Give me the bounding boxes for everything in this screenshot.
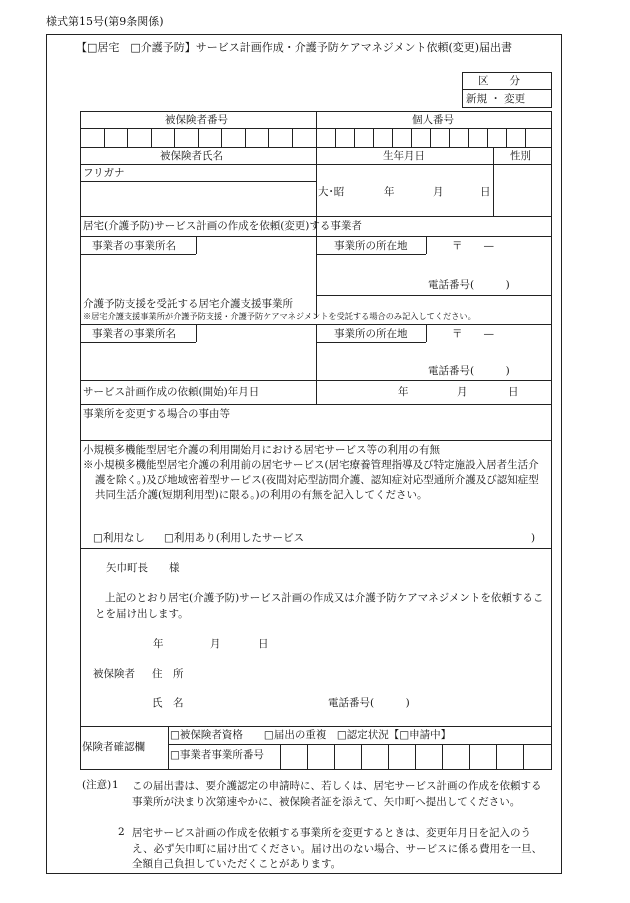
request-day-unit: 日 [508, 386, 519, 398]
small-multi-note: ※小規模多機能型居宅介護の利用前の居宅サービス(居宅療養管理指導及び特定施設入居者生活介護を除く。)及び地域密着型サービス(夜間対応型訪問介護、認知症対応型通所介護及び認知症型共同生活介護(短期利用型)に限る。)の利用の有無を記入してください。 [83, 459, 539, 501]
usage-yes-checkbox[interactable]: □利用あり(利用したサービス [164, 532, 305, 544]
postal-mark-2: 〒 — [452, 328, 494, 340]
request-year-unit: 年 [398, 386, 409, 398]
birth-year-unit: 年 [384, 186, 395, 198]
name-label: 氏 名 [152, 697, 184, 709]
small-multi-title: 小規模多機能型居宅介護の利用開始月における居宅サービス等の利用の有無 [83, 444, 440, 456]
birth-day-unit: 日 [480, 186, 491, 198]
note-2-num: 2 [118, 826, 125, 838]
insured-label: 被保険者 [93, 668, 135, 680]
confirm-label: 保険者確認欄 [82, 741, 145, 753]
declaration-year-unit: 年 [153, 638, 164, 650]
office-address-label-2: 事業所の所在地 [334, 328, 408, 340]
form-number: 様式第15号(第9条関係) [46, 15, 164, 28]
phone-label: 電話番号( ) [428, 279, 510, 291]
postal-mark: 〒 — [452, 240, 494, 252]
category-label: 区 分 [478, 75, 520, 87]
prevention-section-title: 介護予防支援を受託する居宅介護支援事業所 [83, 298, 293, 310]
usage-none-checkbox[interactable]: □利用なし [93, 532, 145, 544]
confirm-row2[interactable]: □事業者事業所番号 [170, 749, 264, 761]
form-title: 【□居宅 □介護予防】サービス計画作成・介護予防ケアマネジメント依頼(変更)届出書 [76, 41, 513, 54]
request-month-unit: 月 [457, 386, 468, 398]
prevention-section-note: ※居宅介護支援事業所が介護予防支援・介護予防ケアマネジメントを受託する場合のみ記入してください。 [83, 311, 476, 321]
change-reason-label: 事業所を変更する場合の事由等 [83, 408, 230, 420]
declaration-text: 上記のとおり居宅(介護予防)サービス計画の作成又は介護予防ケアマネジメントを依頼することを届け出します。 [95, 592, 544, 620]
phone2-label: 電話番号( ) [328, 697, 410, 709]
gender-label: 性別 [510, 150, 531, 162]
note-1-num: 1 [112, 779, 119, 791]
declaration-month-unit: 月 [210, 638, 221, 650]
phone-label-2: 電話番号( ) [428, 365, 510, 377]
office-address-label: 事業所の所在地 [334, 240, 408, 252]
note-1-text: この届出書は、要介護認定の申請時に、若しくは、居宅サービス計画の作成を依頼する事業所が決まり次第速やかに、被保険者証を添えて、矢巾町へ提出してください。 [132, 780, 542, 808]
personal-number-label: 個人番号 [412, 114, 454, 126]
request-date-label: サービス計画作成の依頼(開始)年月日 [83, 386, 260, 398]
declaration-day-unit: 日 [258, 638, 269, 650]
provider-section-title: 居宅(介護予防)サービス計画の作成を依頼(変更)する事業者 [83, 220, 362, 232]
birth-date-label: 生年月日 [383, 150, 425, 162]
furigana-label: フリガナ [83, 167, 125, 179]
category-value[interactable]: 新規 ・ 変更 [466, 93, 526, 105]
usage-close-paren: ) [531, 532, 536, 544]
insured-name-label: 被保険者氏名 [160, 150, 223, 162]
insured-number-label: 被保険者番号 [165, 114, 228, 126]
birth-month-unit: 月 [433, 186, 444, 198]
office-name-label-2: 事業者の事業所名 [92, 328, 176, 340]
address-label: 住 所 [152, 668, 184, 680]
note-2-text: 居宅サービス計画の作成を依頼する事業所を変更するときは、変更年月日を記入のうえ、必ず矢巾町に届け出てください。届け出のない場合、サービスに係る費用を一旦、全額自己負担していただくことがあります。 [132, 827, 543, 870]
notes-head: (注意) [82, 779, 112, 791]
office-name-label: 事業者の事業所名 [92, 240, 176, 252]
confirm-row1[interactable]: □被保険者資格 □届出の重複 □認定状況【□申請中】 [170, 729, 452, 741]
birth-era[interactable]: 大･昭 [318, 186, 345, 198]
addressee: 矢巾町長 様 [106, 562, 180, 574]
